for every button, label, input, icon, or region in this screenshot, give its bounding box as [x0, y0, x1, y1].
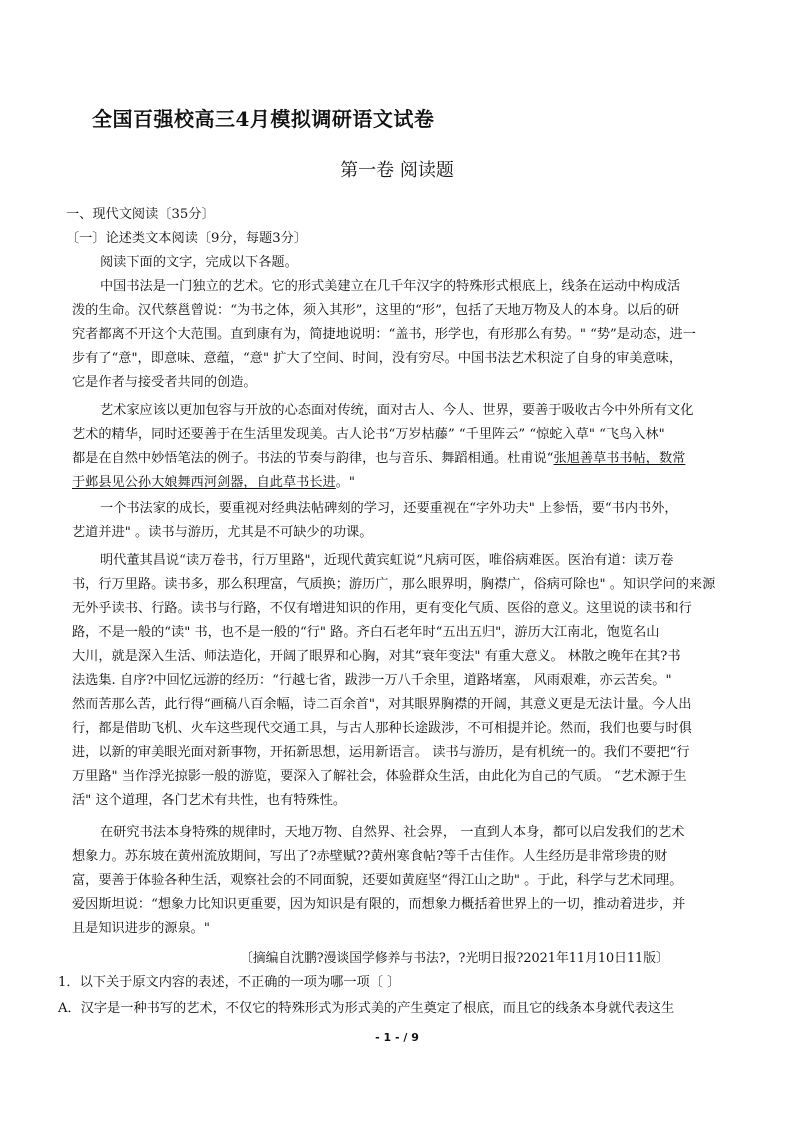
text-segment: 都是在自然中妙悟笔法的例子。书法的节奏与韵律，也与音乐、舞蹈相通。杜甫说“: [72, 451, 554, 466]
text-line: 万里路" 当作浮光掠影一般的游览，要深入了解社会，体验群众生活，由此化为自己的气质。 “艺术源于生: [72, 769, 687, 784]
text-line: 行，都是借助飞机、火车这些现代交通工具，与古人那种长途跋涉，不可相提并论。然而，我们也要与时俱: [72, 721, 692, 736]
underlined-quote: 于邺县见公孙大娘舞西河剑器，自此草书长进: [72, 475, 336, 490]
page-number: - 1 - / 9: [375, 1031, 419, 1044]
text-line: 究者都离不开这个大范围。直到康有为，简捷地说明：“盖书，形学也，有形那么有势。" “势”是动态，进一: [72, 327, 696, 342]
text-line: 艺术家应该以更加包容与开放的心态面对传统，面对古人、今人、世界，要善于吸收古今中外所有文化: [100, 403, 694, 418]
source-citation: 〔摘编自沈鹏?漫谈国学修养与书法?，?光明日报?2021年11月10日11版〕: [240, 951, 669, 966]
text-line: [72, 450, 685, 468]
text-line: 爱因斯坦说：“想象力比知识更重要，因为知识是有限的，而想象力概括着世界上的一切，推动着进步，并: [72, 897, 686, 912]
text-line: 无外乎读书、行路。读书与行路，不仅有增进知识的作用，更有变化气质、医俗的意义。这里说的读书和行: [72, 601, 692, 616]
option-a: A．汉字是一种书写的艺术，不仅它的特殊形式为形式美的产生奠定了根底，而且它的线条本身就代表这生: [58, 1001, 675, 1016]
text-line: 进，以新的审美眼光面对新事物，开拓新思想，运用新语言。 读书与游历，是有机统一的。我们不要把“行: [72, 745, 690, 760]
underlined-quote: 张旭善草书书帖，数常: [553, 451, 686, 466]
section-heading: 一、现代文阅读〔35分〕: [66, 207, 215, 222]
text-line: 法选集. 自序?中回忆远游的经历：“行越七省，跋涉一万八千余里，道路堵塞， 风雨艰难，亦云苦矣。": [72, 673, 672, 688]
question-1: 1．以下关于原文内容的表述，不正确的一项为哪一项〔 〕: [58, 975, 401, 990]
text-line: 想象力。苏东坡在黄州流放期间，写出了?赤壁赋??黄州寒食帖?等千古佳作。人生经历是非常珍贵的财: [72, 849, 668, 864]
text-line: 它是作者与接受者共同的创造。: [72, 375, 257, 390]
text-line: 明代董其昌说“读万卷书，行万里路"，近现代黄宾虹说“凡病可医，唯俗病难医。医治有道：读万卷: [100, 553, 674, 568]
text-line: 一个书法家的成长，要重视对经典法帖碑刻的学习，还要重视在“字外功夫" 上参悟，要“书内书外，: [100, 501, 678, 516]
text-line: 富，要善于体验各种生活，观察社会的不同面貌，还要如黄庭坚“得江山之助" 。于此，科学与艺术同理。: [72, 873, 683, 888]
part-title: 第一卷 阅读题: [340, 160, 454, 181]
text-line: 活" 这个道理，各门艺术有共性，也有特殊性。: [72, 793, 347, 808]
text-line: 且是知识进步的源泉。": [72, 921, 210, 936]
instruction-text: 阅读下面的文字，完成以下各题。: [100, 255, 298, 270]
subsection-heading: 〔一〕论述类文本阅读〔9分，每题3分〕: [66, 231, 307, 246]
text-line: 书，行万里路。读书多，那么积理富，气质换；游历广，那么眼界明，胸襟广，俗病可除也" 。知识学问的来源: [72, 577, 716, 592]
text-line: 艺术的精华，同时还要善于在生活里发现美。古人论书“万岁枯藤” “千里阵云” “惊蛇入草" “飞鸟入林": [72, 427, 665, 442]
text-line: 泼的生命。汉代蔡邕曾说：“为书之体，须入其形”，这里的“形”，包括了天地万物及人的本身。以后的研: [72, 303, 680, 318]
text-line: 中国书法是一门独立的艺术。它的形式美建立在几千年汉字的特殊形式根底上，线条在运动中构成活: [100, 279, 681, 294]
exam-title: 全国百强校高三4月模拟调研语文试卷: [92, 107, 435, 131]
text-line: 艺道并进" 。读书与游历，尤其是不可缺少的功课。: [72, 525, 373, 540]
text-line: 然而苦那么苦，此行得“画稿八百余幅，诗二百余首"，对其眼界胸襟的开阔，其意义更是无法计量。今人出: [72, 697, 692, 712]
text-line: 步有了“意"，即意味、意蕴，“意" 扩大了空间、时间，没有穷尽。中国书法艺术积淀了自身的审美意味，: [72, 351, 683, 366]
text-line: 大川，就是深入生活、师法造化，开阔了眼界和心胸，对其“衰年变法" 有重大意义。 林散之晚年在其?书: [72, 649, 681, 664]
text-line: 路，不是一般的“读" 书，也不是一般的“行" 路。齐白石老年时“五出五归"，游历大江南北，饱览名山: [72, 625, 660, 640]
text-line: 在研究书法本身特殊的规律时，天地万物、自然界、社会界， 一直到人本身，都可以启发我们的艺术: [100, 825, 685, 840]
text-line: [72, 474, 355, 492]
text-segment: 。": [335, 475, 356, 490]
